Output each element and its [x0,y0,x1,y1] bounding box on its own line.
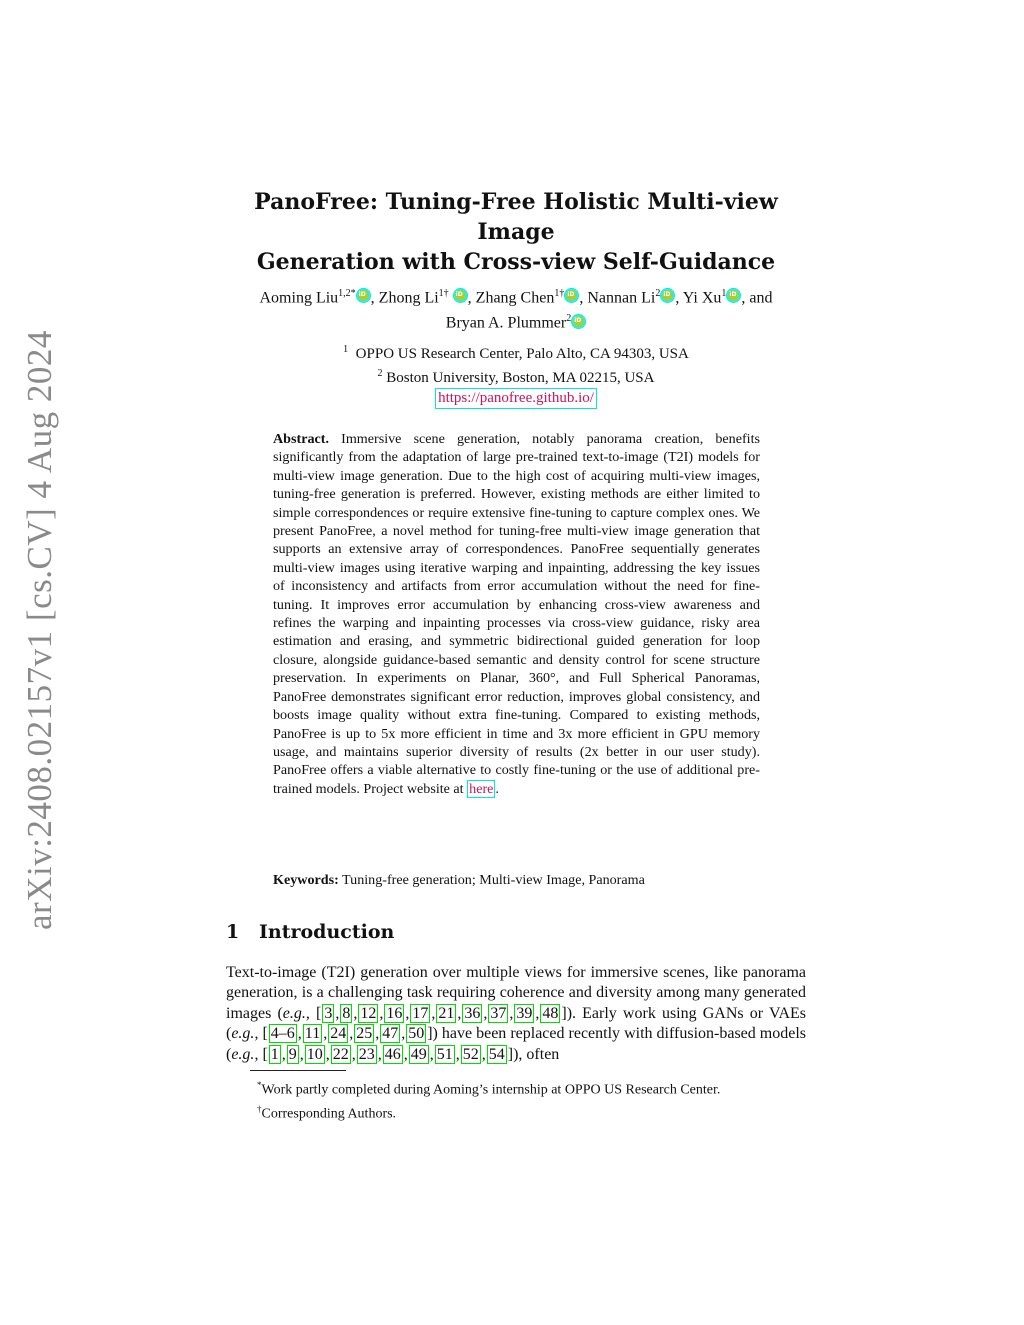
affiliation-1: OPPO US Research Center, Palo Alto, CA 94303, USA [355,346,689,362]
orcid-icon[interactable] [454,289,467,302]
intro-text: ). Early work using GANs or VAEs ( [226,1004,806,1043]
citation-group: 3 , 8 , 12 , 16 , 17 , 21 , 36 , 37 , 39 , 48 [324,1004,559,1022]
keywords-label: Keywords: [273,872,339,888]
section-number: 1 [226,921,240,943]
paper-title [226,187,806,277]
author-affil-mark: 1 [721,288,727,299]
author-name: Bryan A. Plummer [445,314,567,332]
citation-link[interactable]: 47 [382,1025,399,1043]
author-name: Aoming Liu [259,289,339,307]
author-name: Nannan Li [587,289,656,307]
project-website-link[interactable]: here [469,780,494,797]
citation-link[interactable]: 51 [436,1045,453,1063]
author-conjunction: and [749,289,773,307]
citation-link[interactable]: 10 [306,1045,323,1063]
eg-abbrev: e.g. [231,1025,255,1043]
citation-group: 4–6 , 11 , 24 , 25 , 47 , 50 [270,1025,425,1043]
affil-number: 2 [377,368,383,379]
affiliations [226,340,806,409]
orcid-icon[interactable] [661,289,674,302]
keywords-text: Tuning-free generation; Multi-view Image, Panorama [342,872,645,888]
citation-link[interactable]: 23 [358,1045,375,1063]
intro-text: ) have been replaced recently with diffusion-based models ( [226,1025,807,1063]
author-affil-mark: 1† [438,288,449,299]
abstract [273,430,760,798]
citation-link[interactable]: 24 [330,1025,347,1043]
citation-link[interactable]: 39 [516,1004,533,1022]
footnote-rule [250,1070,346,1071]
intro-paragraph: Text-to-image (T2I) generation over multiple views for immersive scenes, like panorama generation, is a challenging task requiring coherence and diversity among many generated images (e.g., [ 3 , 8 , 12 , 16 , 17 , 21 , 36 , 37 , 39 , 48 ]). Early work using GANs or VAEs (e.g., [ 4–6 , 11 , 24 , 25 , 47 , 50 ]) have been replaced recently with diffusion-based models (e.g., [ 1 , 9 , 10 , 22 , 23 , 46 , 49 , 51 , 52 , 54 ]), often [226,964,807,1063]
project-url-link[interactable]: https://panofree.github.io/ [435,388,597,409]
footnotes [250,1076,820,1123]
citation-link[interactable]: 4–6 [270,1025,295,1043]
citation-link[interactable]: 17 [412,1004,429,1022]
affiliation-2: Boston University, Boston, MA 02215, USA [386,370,655,386]
author-list: Aoming Liu$^{1,2*}$iD , Zhong $Li^{1\dagger}$ iD , Zhang Chen$^{1\dagger}$iD , Nannan Li$^2$iD , Yi Xu$^1$iD , and Bryan A. Plummer$^2$iD [226,283,806,334]
citation-link[interactable]: 54 [488,1045,505,1063]
orcid-icon[interactable] [565,289,578,302]
footnote-mark: † [257,1103,262,1114]
citation-link[interactable]: 52 [462,1045,479,1063]
orcid-icon[interactable] [572,315,585,328]
author-name: Yi Xu [682,289,722,307]
author-name: Zhang Chen [475,289,555,307]
affil-number: 1 [343,344,349,355]
citation-link[interactable]: 37 [490,1004,507,1022]
author-affil-mark: 1† [554,288,565,299]
title-line-1: PanoFree: Tuning-Free Holistic Multi-view Image [254,189,778,245]
footnote-2: Corresponding Authors. [261,1106,397,1122]
citation-group: 1 , 9 , 10 , 22 , 23 , 46 , 49 , 51 , 52 , 54 [270,1045,505,1063]
citation-link[interactable]: 46 [384,1045,401,1063]
footnote-1: Work partly completed during Aoming’s internship at OPPO US Research Center. [261,1082,721,1098]
citation-link[interactable]: 50 [408,1025,425,1043]
citation-link[interactable]: 8 [342,1004,351,1022]
author-affil-mark: 2 [566,313,572,325]
citation-link[interactable]: 12 [360,1004,377,1022]
citation-link[interactable]: 16 [386,1004,403,1022]
citation-link[interactable]: 49 [410,1045,427,1063]
orcid-icon[interactable] [357,289,370,302]
citation-link[interactable]: 21 [438,1004,455,1022]
section-title: Introduction [259,921,395,943]
section-heading [226,921,394,943]
citation-link[interactable]: 1 [270,1045,279,1063]
abstract-end: . [495,780,499,797]
eg-abbrev: e.g. [282,1004,306,1022]
footnote-mark: * [257,1080,262,1090]
citation-link[interactable]: 22 [332,1045,349,1063]
eg-abbrev: e.g. [231,1045,255,1063]
intro-text: ), often [513,1045,560,1063]
arxiv-stamp: arXiv:2408.02157v1 [cs.CV] 4 Aug 2024 [20,330,59,930]
keywords [273,871,760,889]
title-line-2: Generation with Cross-view Self-Guidance [256,249,776,275]
author-name: Zhong Li [378,289,439,307]
abstract-text: Immersive scene generation, notably panorama creation, benefits significantly from the adaptation of large pre-trained text-to-image (T2I) models for multi-view image generation. Due to the high cost of acquiring multi-view images, tuning-free generation is preferred. However, existing methods are either limited to simple correspondences or require extensive fine-tuning to capture complex ones. We present PanoFree, a novel method for tuning-free multi-view image generation that supports an extensive array of correspondences. PanoFree sequentially generates multi-view images using iterative warping and inpainting, addressing the key issues of inconsistency and artifacts from error accumulation without the need for fine-tuning. It improves error accumulation by enhancing cross-view awareness and refines the warping and inpainting processes via cross-view guidance, risky area estimation and erasing, and symmetric bidirectional guided generation for loop closure, alongside guidance-based semantic and density control for scene structure preservation. In experiments on Planar, 360°, and Full Spherical Panoramas, PanoFree demonstrates significant error reduction, improves global consistency, and boosts image quality without extra fine-tuning. Compared to existing methods, PanoFree is up to 5x more efficient in time and 3x more efficient in GPU memory usage, and maintains superior diversity of results (2x better in our user study). PanoFree offers a viable alternative to costly fine-tuning or the use of additional pre-trained models. Project website at [273,431,760,797]
intro-text: Text-to-image (T2I) generation over multiple views for immersive scenes, like panorama generation, is a challenging task requiring coherence and diversity among many generated images ( [226,964,806,1022]
citation-link[interactable]: 3 [324,1004,333,1022]
author-affil-mark: 2 [655,288,661,299]
orcid-icon[interactable] [727,289,740,302]
citation-link[interactable]: 36 [464,1004,481,1022]
citation-link[interactable]: 9 [288,1045,297,1063]
citation-link[interactable]: 48 [542,1004,559,1022]
author-affil-mark: 1,2* [338,288,356,299]
citation-link[interactable]: 25 [356,1025,373,1043]
citation-link[interactable]: 11 [304,1025,321,1043]
abstract-label: Abstract. [273,431,329,447]
